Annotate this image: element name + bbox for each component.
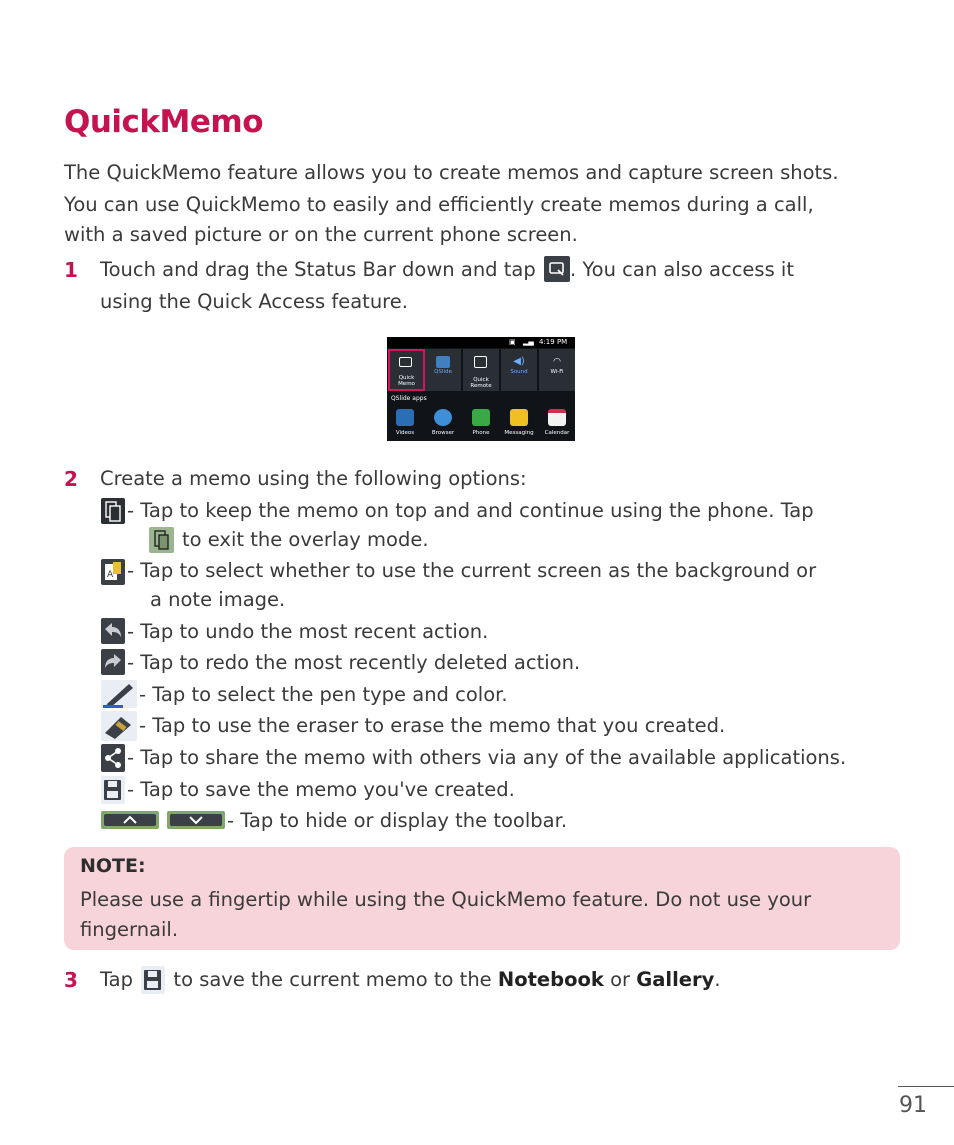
note-line-2: fingernail. <box>80 918 179 941</box>
exit-overlay-icon <box>149 527 174 553</box>
pen-icon <box>101 680 137 708</box>
app-calendar <box>539 407 575 439</box>
step-2-number: 2 <box>64 467 78 491</box>
page-number: 91 <box>899 1093 927 1118</box>
share-icon <box>101 744 125 772</box>
speaker-icon: ◀) <box>513 356 525 367</box>
browser-icon <box>434 409 452 426</box>
step-3-or: or <box>610 968 631 991</box>
app-phone <box>463 407 499 439</box>
messaging-icon <box>510 409 528 426</box>
step-1-text-b: . You can also access it <box>569 258 794 281</box>
step-1-number: 1 <box>64 258 78 282</box>
gallery-label: Gallery <box>636 968 715 991</box>
app-messaging <box>501 407 537 439</box>
videos-icon <box>396 409 414 426</box>
status-time: 4:19 PM <box>539 338 568 346</box>
app-browser <box>425 407 461 439</box>
intro-line-2: You can use QuickMemo to easily and efficiently create memos during a call, <box>64 193 814 216</box>
option-undo: - Tap to undo the most recent action. <box>127 620 489 643</box>
option-eraser: - Tap to use the eraser to erase the memo that you created. <box>139 714 726 737</box>
quickmemo-small-icon <box>399 357 412 367</box>
chevron-up-icon <box>101 811 159 829</box>
option-overlay-line-2: to exit the overlay mode. <box>182 528 429 551</box>
wifi-icon: ◠ <box>553 357 561 367</box>
notebook-label: Notebook <box>497 968 604 991</box>
qslide-apps-header: QSlide apps <box>391 395 427 402</box>
option-overlay-line-1: - Tap to keep the memo on top and and continue using the phone. Tap <box>127 499 814 522</box>
intro-line-3: with a saved picture or on the current phone screen. <box>64 223 578 246</box>
option-background-line-2: a note image. <box>150 588 286 611</box>
quick-item-quickremote <box>463 349 499 391</box>
page-title: QuickMemo <box>64 104 264 140</box>
save-icon <box>141 966 165 994</box>
step-3-number: 3 <box>64 968 78 992</box>
option-share: - Tap to share the memo with others via any of the available applications. <box>127 746 847 769</box>
option-toolbar: - Tap to hide or display the toolbar. <box>227 809 568 832</box>
quick-item-sound <box>501 349 537 391</box>
option-redo: - Tap to redo the most recently deleted action. <box>127 651 581 674</box>
option-pen: - Tap to select the pen type and color. <box>139 683 508 706</box>
app-label: Videos <box>395 430 415 436</box>
quickremote-icon <box>474 356 487 368</box>
overlay-icon <box>101 498 125 524</box>
step-3-line <box>100 964 721 995</box>
step-3-end: . <box>714 968 721 991</box>
redo-icon <box>101 649 125 675</box>
chevron-down-icon <box>167 811 225 829</box>
app-label: Phone <box>472 430 490 436</box>
app-label: Calendar <box>544 430 570 436</box>
option-background-line-1: - Tap to select whether to use the current screen as the background or <box>127 559 817 582</box>
app-videos <box>387 407 423 439</box>
quickmemo-icon <box>544 256 570 282</box>
save-icon <box>101 776 125 804</box>
quick-item-qslide <box>425 349 461 391</box>
phone-icon <box>472 409 490 426</box>
signal-icon: ▂▄ <box>523 338 534 346</box>
quick-item-label: Quick <box>398 375 415 381</box>
note-line-1: Please use a fingertip while using the QuickMemo feature. Do not use your <box>80 888 812 911</box>
background-icon <box>101 559 125 585</box>
note-heading: NOTE: <box>80 855 146 877</box>
step-1-line-2: using the Quick Access feature. <box>100 290 408 313</box>
quick-item-quickmemo <box>388 349 425 391</box>
step-3-mid: to save the current memo to the <box>173 968 492 991</box>
quick-item-label: Sound <box>510 369 528 375</box>
nfc-icon: ▣ <box>509 338 516 346</box>
quick-item-label: Memo <box>398 381 415 387</box>
undo-icon <box>101 618 125 644</box>
app-label: Messaging <box>504 430 534 436</box>
quick-item-label: QSlide <box>434 369 452 375</box>
quick-settings-screenshot <box>387 337 575 441</box>
app-label: Browser <box>431 430 455 436</box>
page-number-rule <box>898 1086 954 1087</box>
eraser-icon <box>101 711 137 741</box>
quick-item-wifi <box>539 349 575 391</box>
quick-item-label: Remote <box>470 383 492 389</box>
quick-item-label: Wi-Fi <box>550 369 564 375</box>
step-2-intro: Create a memo using the following options: <box>100 467 527 490</box>
step-1-text-a: Touch and drag the Status Bar down and tap <box>100 258 536 281</box>
quick-item-label: Quick <box>473 377 489 383</box>
step-3-pre: Tap <box>100 968 134 991</box>
option-save: - Tap to save the memo you've created. <box>127 778 515 801</box>
step-1-line-1 <box>100 254 794 285</box>
calendar-icon <box>548 409 566 426</box>
intro-line-1: The QuickMemo feature allows you to create memos and capture screen shots. <box>64 161 839 184</box>
status-bar <box>387 337 575 348</box>
svg-text:A: A <box>107 570 114 580</box>
qslide-icon <box>436 356 450 368</box>
